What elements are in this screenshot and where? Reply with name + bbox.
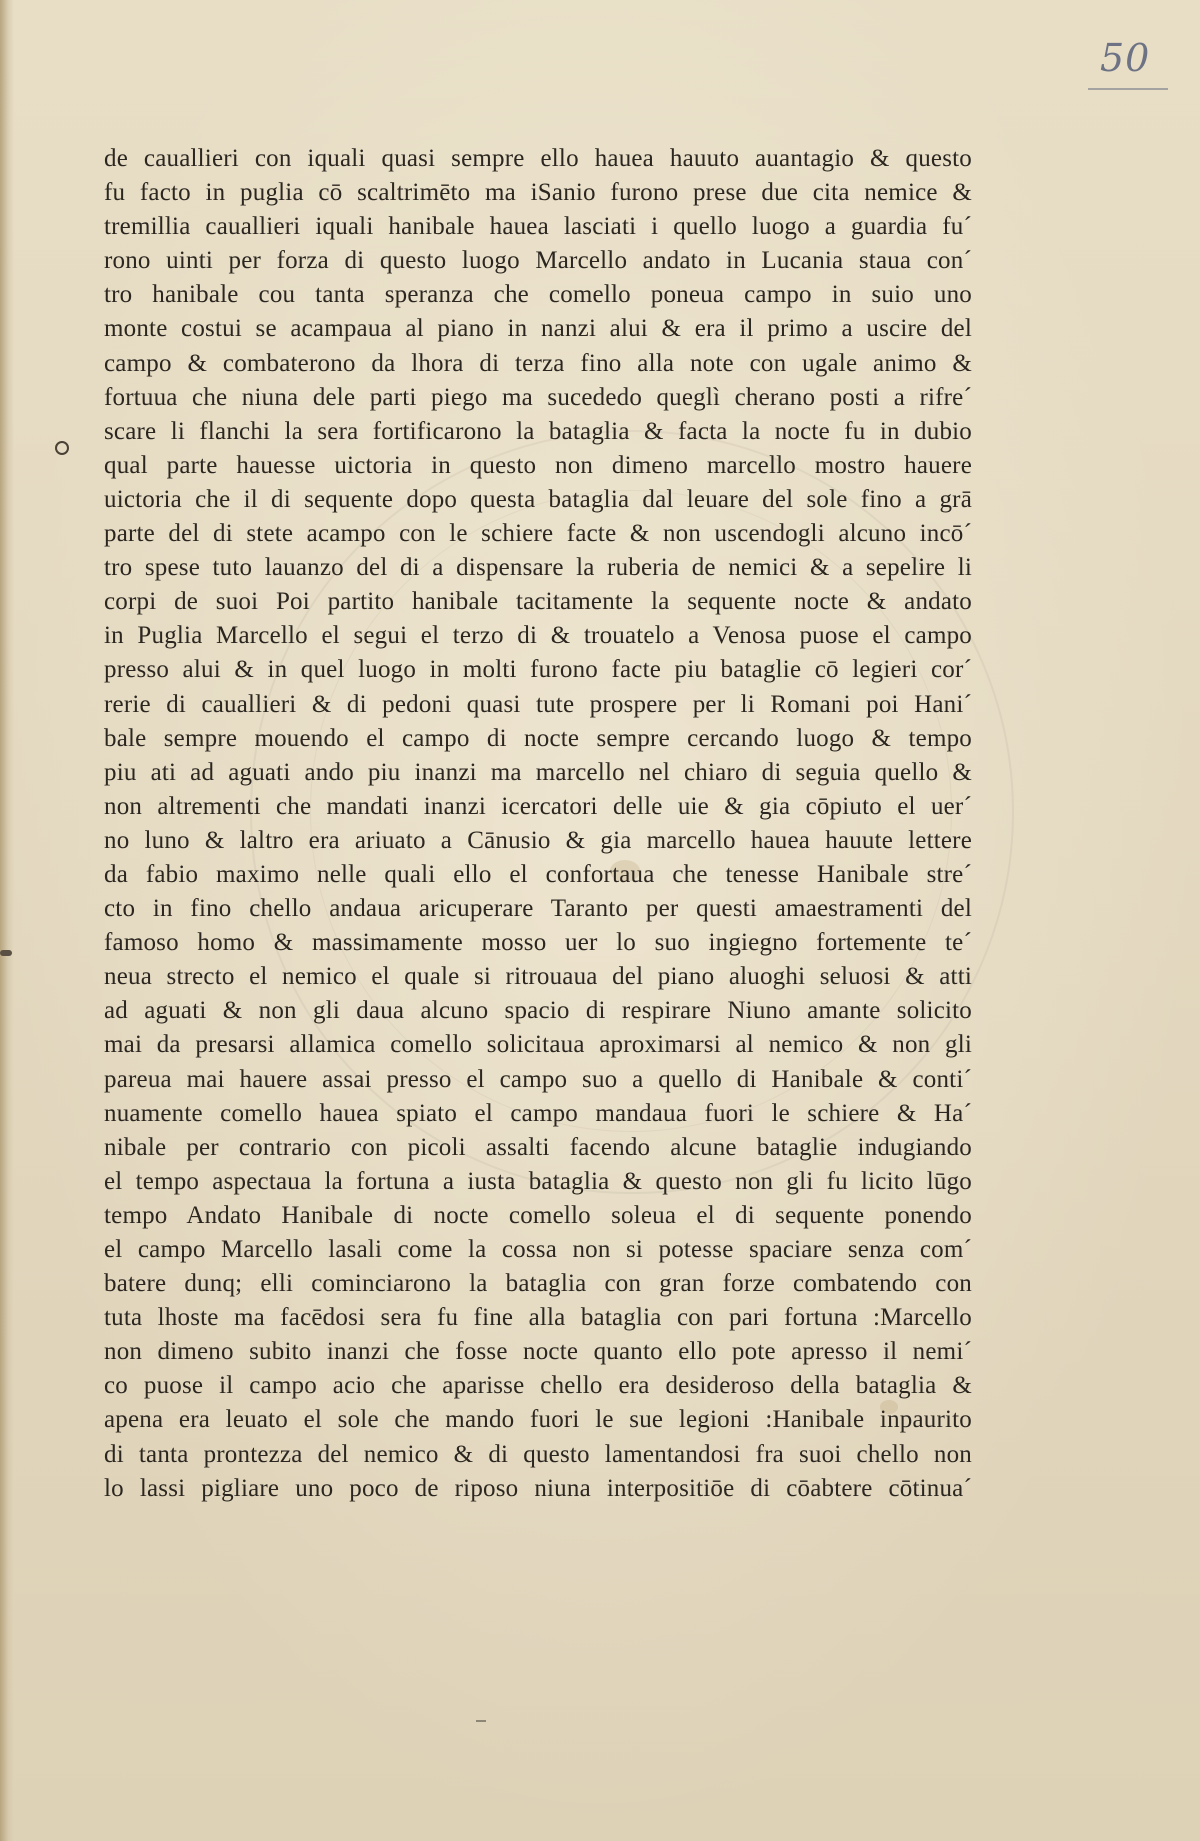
text-line: monte costui se acampaua al piano in nanzi alui & era il primo a uscire del bbox=[104, 315, 972, 343]
margin-ink-mark bbox=[0, 950, 12, 956]
page-left-edge bbox=[0, 0, 14, 1841]
text-line: tuta lhoste ma facēdosi sera fu fine alla bataglia con pari fortuna :Marcello bbox=[104, 1304, 972, 1332]
folio-number: 50 bbox=[1100, 36, 1151, 80]
text-line: nibale per contrario con picoli assalti facendo alcune bataglie indugiando bbox=[104, 1133, 972, 1161]
text-line: cto in fino chello andaua aricuperare Taranto per questi amaestramenti del bbox=[104, 895, 972, 923]
text-line: rerie di cauallieri & di pedoni quasi tute prospere per li Romani poi Hani´ bbox=[104, 690, 972, 718]
text-line: presso alui & in quel luogo in molti furono facte piu bataglie cō legieri cor´ bbox=[104, 656, 972, 684]
margin-ring-mark bbox=[55, 441, 69, 455]
text-line: non dimeno subito inanzi che fosse nocte quanto ello pote apresso il nemi´ bbox=[104, 1338, 972, 1366]
text-line: el campo Marcello lasali come la cossa non si potesse spaciare senza com´ bbox=[104, 1236, 972, 1263]
text-line: corpi de suoi Poi partito hanibale tacitamente la sequente nocte & andato bbox=[104, 588, 972, 616]
text-line: tro spese tuto lauanzo del di a dispensare la ruberia de nemici & a sepelire li bbox=[104, 554, 972, 582]
text-line: di tanta prontezza del nemico & di questo lamentandosi fra suoi chello non bbox=[104, 1440, 972, 1468]
text-line: tempo Andato Hanibale di nocte comello soleua el di sequente ponendo bbox=[104, 1201, 972, 1229]
text-line: uictoria che il di sequente dopo questa bataglia dal leuare del sole fino a grā bbox=[104, 485, 972, 513]
text-line: fu facto in puglia cō scaltrimēto ma iSanio furono prese due cita nemice & bbox=[104, 179, 972, 207]
text-line: campo & combaterono da lhora di terza fino alla note con ugale animo & bbox=[104, 349, 972, 377]
folio-underline bbox=[1088, 88, 1168, 90]
text-line: piu ati ad aguati ando piu inanzi ma marcello nel chiaro di seguia quello & bbox=[104, 758, 972, 786]
text-line: scare li flanchi la sera fortificarono la bataglia & facta la nocte fu in dubio bbox=[104, 417, 972, 445]
text-line: parte del di stete acampo con le schiere facte & non uscendogli alcuno incō´ bbox=[104, 520, 972, 548]
text-line: apena era leuato el sole che mando fuori le sue legioni :Hanibale inpaurito bbox=[104, 1406, 972, 1434]
text-line: mai da presarsi allamica comello solicitaua aproximarsi al nemico & non gli bbox=[104, 1031, 972, 1059]
text-line: co puose il campo acio che aparisse chello era desideroso della bataglia & bbox=[104, 1372, 972, 1400]
text-block bbox=[104, 142, 972, 1506]
text-line: in Puglia Marcello el segui el terzo di & trouatelo a Venosa puose el campo bbox=[104, 622, 972, 650]
text-line: no luno & laltro era ariuato a Cānusio & gia marcello hauea hauute lettere bbox=[104, 826, 972, 854]
text-line: ad aguati & non gli daua alcuno spacio di respirare Niuno amante solicito bbox=[104, 997, 972, 1025]
text-line: lo lassi pigliare uno poco de riposo niuna interpositiōe di cōabtere cōtinua´ bbox=[104, 1474, 972, 1502]
text-line: rono uinti per forza di questo luogo Marcello andato in Lucania staua con´ bbox=[104, 247, 972, 275]
text-line: bale sempre mouendo el campo di nocte sempre cercando luogo & tempo bbox=[104, 724, 972, 752]
text-line: da fabio maximo nelle quali ello el confortaua che tenesse Hanibale stre´ bbox=[104, 860, 972, 888]
text-line: de cauallieri con iquali quasi sempre ello hauea hauuto auantagio & questo bbox=[104, 145, 972, 172]
text-line: qual parte hauesse uictoria in questo non dimeno marcello mostro hauere bbox=[104, 451, 972, 479]
text-line: pareua mai hauere assai presso el campo suo a quello di Hanibale & conti´ bbox=[104, 1065, 972, 1093]
bottom-ink-tick bbox=[476, 1720, 486, 1722]
text-line: tremillia cauallieri iquali hanibale hauea lasciati i quello luogo a guardia fu´ bbox=[104, 213, 972, 241]
text-line: famoso homo & massimamente mosso uer lo suo ingiegno fortemente te´ bbox=[104, 929, 972, 957]
text-line: fortuua che niuna dele parti piego ma sucededo queglì cherano posti a rifre´ bbox=[104, 383, 972, 411]
text-line: neua strecto el nemico el quale si ritrouaua del piano aluoghi seluosi & atti bbox=[104, 963, 972, 991]
text-line: el tempo aspectaua la fortuna a iusta bataglia & questo non gli fu licito lūgo bbox=[104, 1167, 972, 1195]
text-line: non altrementi che mandati inanzi icercatori delle uie & gia cōpiuto el uer´ bbox=[104, 792, 972, 820]
text-line: batere dunq; elli cominciarono la bataglia con gran forze combatendo con bbox=[104, 1270, 972, 1298]
text-line: nuamente comello hauea spiato el campo mandaua fuori le schiere & Ha´ bbox=[104, 1099, 972, 1127]
text-line: tro hanibale cou tanta speranza che comello poneua campo in suio uno bbox=[104, 281, 972, 309]
